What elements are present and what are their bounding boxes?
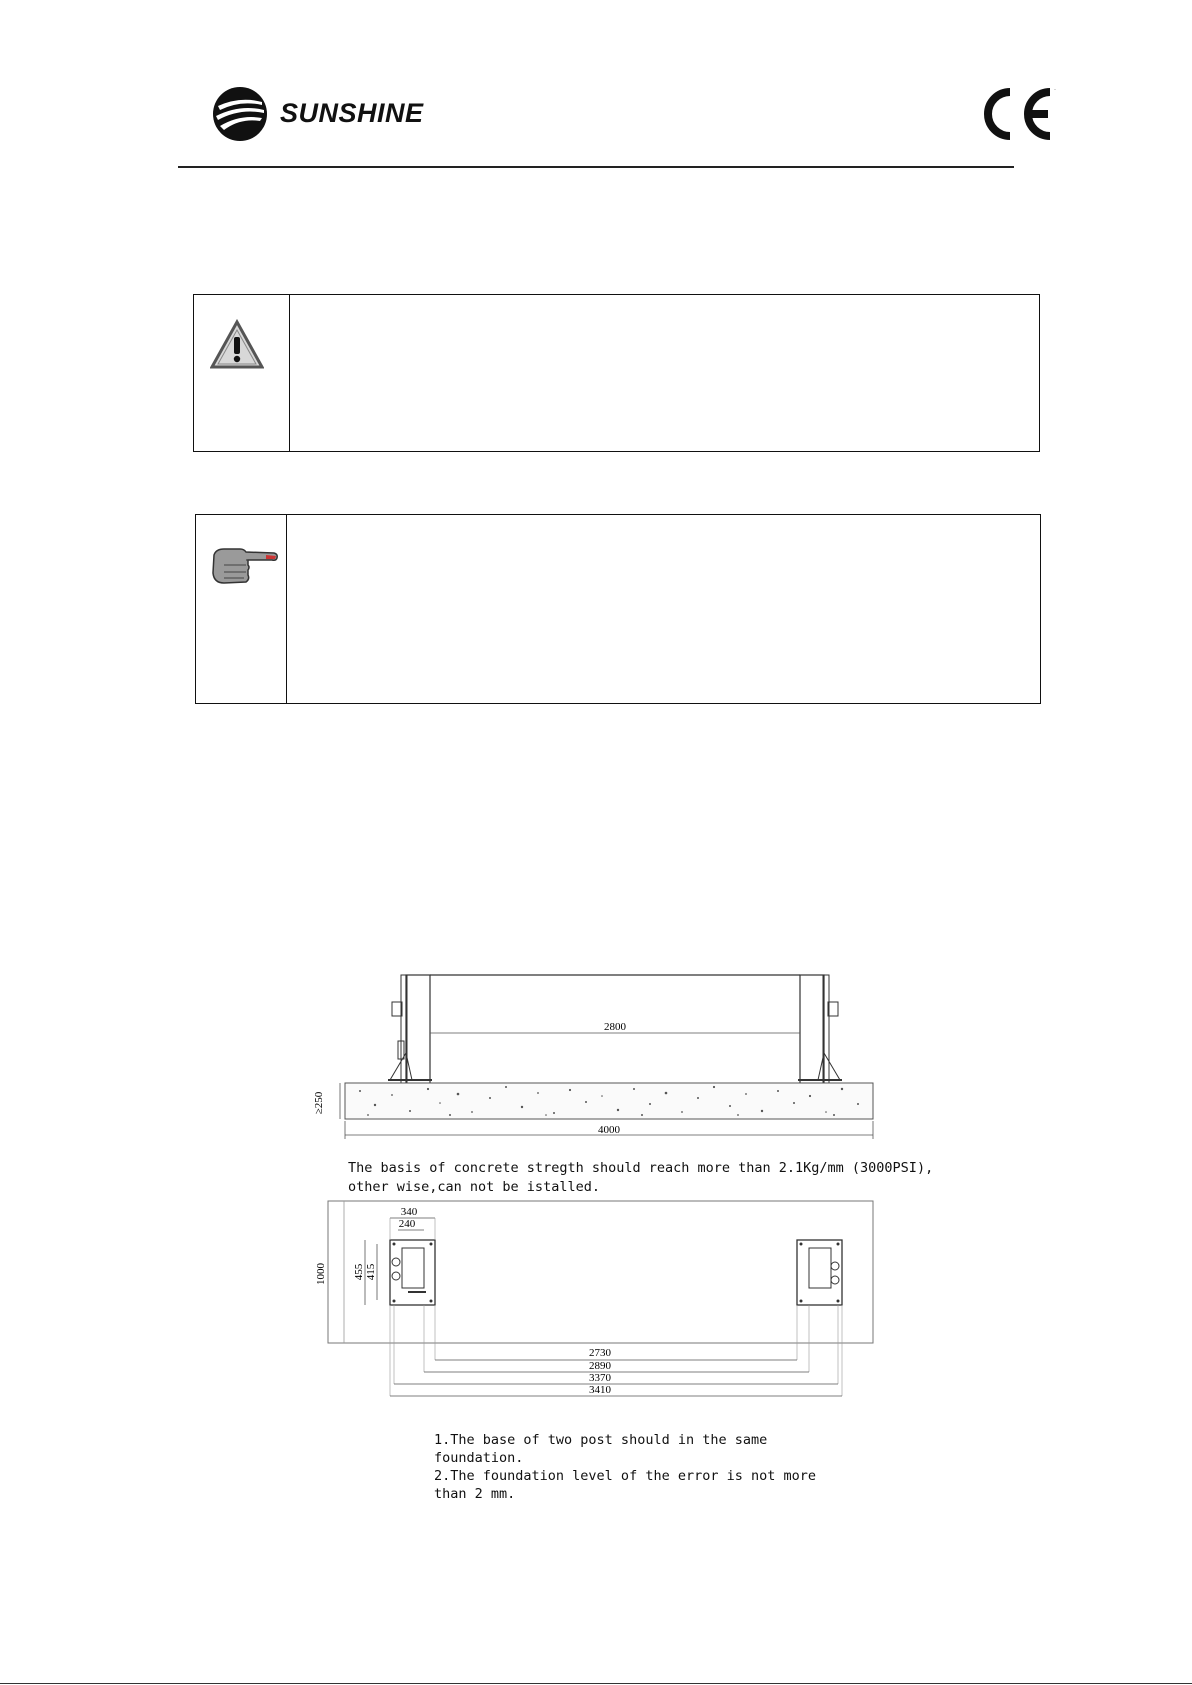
concrete-note-line-1: The basis of concrete stregth should reach more than 2.1Kg/mm (3000PSI), — [348, 1160, 934, 1176]
span-dimension-label: 2800 — [604, 1021, 626, 1033]
dimension-3410: 3410 — [589, 1384, 611, 1396]
dimension-2730: 2730 — [589, 1347, 611, 1359]
note-box — [195, 514, 1041, 704]
brand-logo — [212, 86, 268, 142]
pointing-hand-icon — [210, 545, 280, 587]
base-inner-depth-label: 415 — [365, 1263, 377, 1281]
footer-rule — [0, 1683, 1192, 1684]
ce-mark — [978, 86, 1058, 142]
dimension-3370: 3370 — [589, 1372, 611, 1384]
sunshine-logo-icon — [212, 86, 268, 142]
plan-view-drawing — [310, 1200, 880, 1400]
svg-text:·: · — [1054, 87, 1056, 93]
header-rule — [178, 166, 1014, 168]
foundation-note-line-3: 2.The foundation level of the error is not more — [434, 1468, 817, 1484]
depth-dimension-label: ≥250 — [313, 1091, 325, 1115]
base-inner-width-label: 240 — [398, 1218, 416, 1230]
front-elevation-drawing — [300, 965, 880, 1145]
dimension-2890: 2890 — [589, 1360, 611, 1372]
foundation-note-line-1: 1.The base of two post should in the same — [434, 1432, 768, 1448]
foundation-note-line-2: foundation. — [434, 1450, 524, 1466]
note-box-divider — [286, 515, 287, 703]
warning-box — [193, 294, 1040, 452]
foundation-width-label: 1000 — [315, 1263, 327, 1285]
brand-name: SUNSHINE — [280, 98, 424, 128]
foundation-note-line-4: than 2 mm. — [434, 1486, 516, 1502]
base-outer-width-label: 340 — [400, 1206, 418, 1218]
ce-mark-icon — [978, 86, 1058, 142]
base-outer-depth-label: 455 — [353, 1263, 365, 1281]
length-dimension-label: 4000 — [598, 1124, 620, 1136]
warning-triangle-icon — [210, 319, 264, 371]
concrete-note-line-2: other wise,can not be istalled. — [348, 1179, 600, 1195]
warning-box-divider — [289, 295, 290, 451]
